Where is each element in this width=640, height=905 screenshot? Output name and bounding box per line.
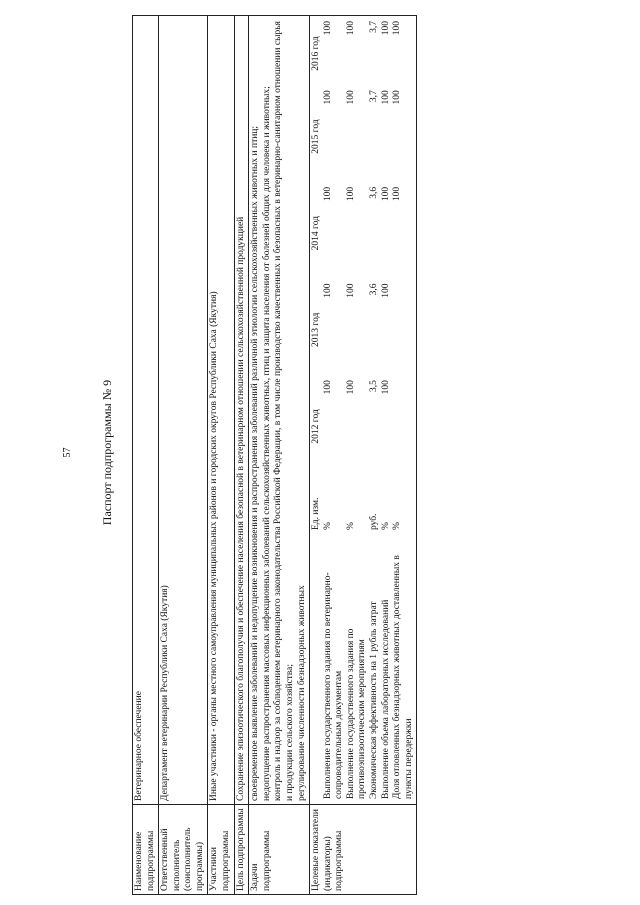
row-label: Цель подпрограммы	[234, 805, 249, 895]
indicator-value: 100	[380, 380, 391, 395]
indicator-value	[392, 378, 415, 475]
indicator-row	[346, 19, 369, 801]
indicator-unit: %	[322, 522, 333, 531]
row-value	[310, 16, 417, 805]
indicator-value: 100	[380, 21, 391, 36]
row-participants	[208, 16, 234, 895]
indicator-value: 3,7	[368, 90, 379, 103]
indicator-name: Выполнение государственного задания по противоэпизоотическим мероприятиям	[345, 628, 368, 799]
year-header: 2012 год	[311, 409, 322, 444]
row-value: Иные участники - органы местного самоуправления муниципальных районов и городских округов Республики Саха (Якутия)	[208, 16, 234, 805]
year-header: 2013 год	[311, 312, 322, 347]
year-header: 2014 год	[311, 215, 322, 251]
indicator-value: 100	[345, 90, 356, 105]
indicator-value: 100	[322, 90, 333, 105]
row-value: Сохранение эпизоотического благополучия и обеспечение населения безопасной в ветеринарном отношении сельскохозяйственной продукцией	[234, 16, 249, 805]
unit-header: Ед. изм.	[311, 497, 322, 531]
indicator-value: 3,6	[368, 283, 379, 296]
row-indicators	[310, 16, 417, 895]
row-name	[133, 16, 159, 895]
row-label: Целевые показатели (индикаторы) подпрограммы	[310, 805, 417, 895]
indicator-unit: руб.	[368, 513, 379, 531]
indicator-name: Выполнение объема лабораторных исследований	[380, 599, 391, 799]
indicator-value	[392, 281, 415, 378]
indicator-value: 100	[345, 186, 356, 202]
task-item: контроль и надзор за соблюдением ветеринарного законодательства Российской Федерации, в том числе производство качественных и безопасных в ветеринарно-санитарном отношении сырья и продукции сельского хозяйства;	[273, 21, 295, 801]
row-executor	[159, 16, 208, 895]
indicator-name: Экономическая эффективность на 1 рубль затрат	[368, 601, 379, 799]
indicator-value: 100	[380, 186, 391, 202]
indicator-unit: %	[345, 522, 356, 531]
indicator-row	[323, 19, 346, 801]
indicator-row	[369, 19, 381, 801]
page-number: 57	[62, 447, 73, 458]
indicators-table	[311, 19, 415, 801]
indicator-value: 100	[345, 21, 356, 36]
indicator-value: 100	[392, 90, 403, 105]
indicator-value: 100	[322, 380, 333, 395]
task-item: своевременное выявление заболеваний и недопущение возникновения и распространения заболеваний различной этиологии сельскохозяйственных животных и птиц;	[250, 125, 261, 801]
task-item: недопущение распространения массовых инфекционных заболеваний сельскохозяйственных животных, птиц и защита населения от болезней общих для человека и животных;	[261, 86, 272, 801]
row-tasks	[249, 16, 310, 895]
indicator-unit: %	[380, 522, 391, 531]
task-item: регулирование численности безнадзорных животных	[296, 585, 307, 801]
document-title: Паспорт подпрограммы № 9	[100, 379, 114, 526]
indicator-value: 100	[392, 21, 403, 36]
row-label: Задачи подпрограммы	[249, 805, 310, 895]
passport-table	[132, 15, 417, 895]
indicator-value: 100	[380, 283, 391, 298]
indicator-value: 3,6	[368, 186, 379, 199]
indicator-value: 100	[322, 21, 333, 36]
row-value: Департамент ветеринарии Республики Саха (Якутия)	[159, 16, 208, 805]
year-header: 2016 год	[311, 36, 322, 71]
indicator-value: 100	[345, 283, 356, 298]
indicator-value: 100	[392, 186, 403, 202]
indicator-unit: %	[392, 522, 403, 531]
indicator-row	[381, 19, 393, 801]
row-label: Участники подпрограммы	[208, 805, 234, 895]
row-value	[249, 16, 310, 805]
row-label: Ответственный исполнитель (соисполнитель программы)	[159, 805, 208, 895]
row-goal	[234, 16, 249, 895]
indicator-value: 100	[322, 186, 333, 202]
indicator-name: Доля отловленных безнадзорных животных доставленных в пункты передержки	[392, 555, 414, 799]
indicator-name: Выполнение государственного задания по ветеринарно-сопроводительным документам	[322, 572, 345, 799]
indicator-value: 100	[345, 380, 356, 395]
row-value: Ветеринарное обеспечение	[133, 16, 159, 805]
indicator-value: 100	[322, 283, 333, 298]
year-header: 2015 год	[311, 119, 322, 154]
row-label: Наименование подпрограммы	[133, 805, 159, 895]
indicator-value: 3,5	[368, 380, 379, 392]
indicator-row	[392, 19, 415, 801]
indicators-header	[311, 19, 323, 801]
indicator-value: 3,7	[368, 21, 379, 33]
indicator-value: 100	[380, 90, 391, 105]
